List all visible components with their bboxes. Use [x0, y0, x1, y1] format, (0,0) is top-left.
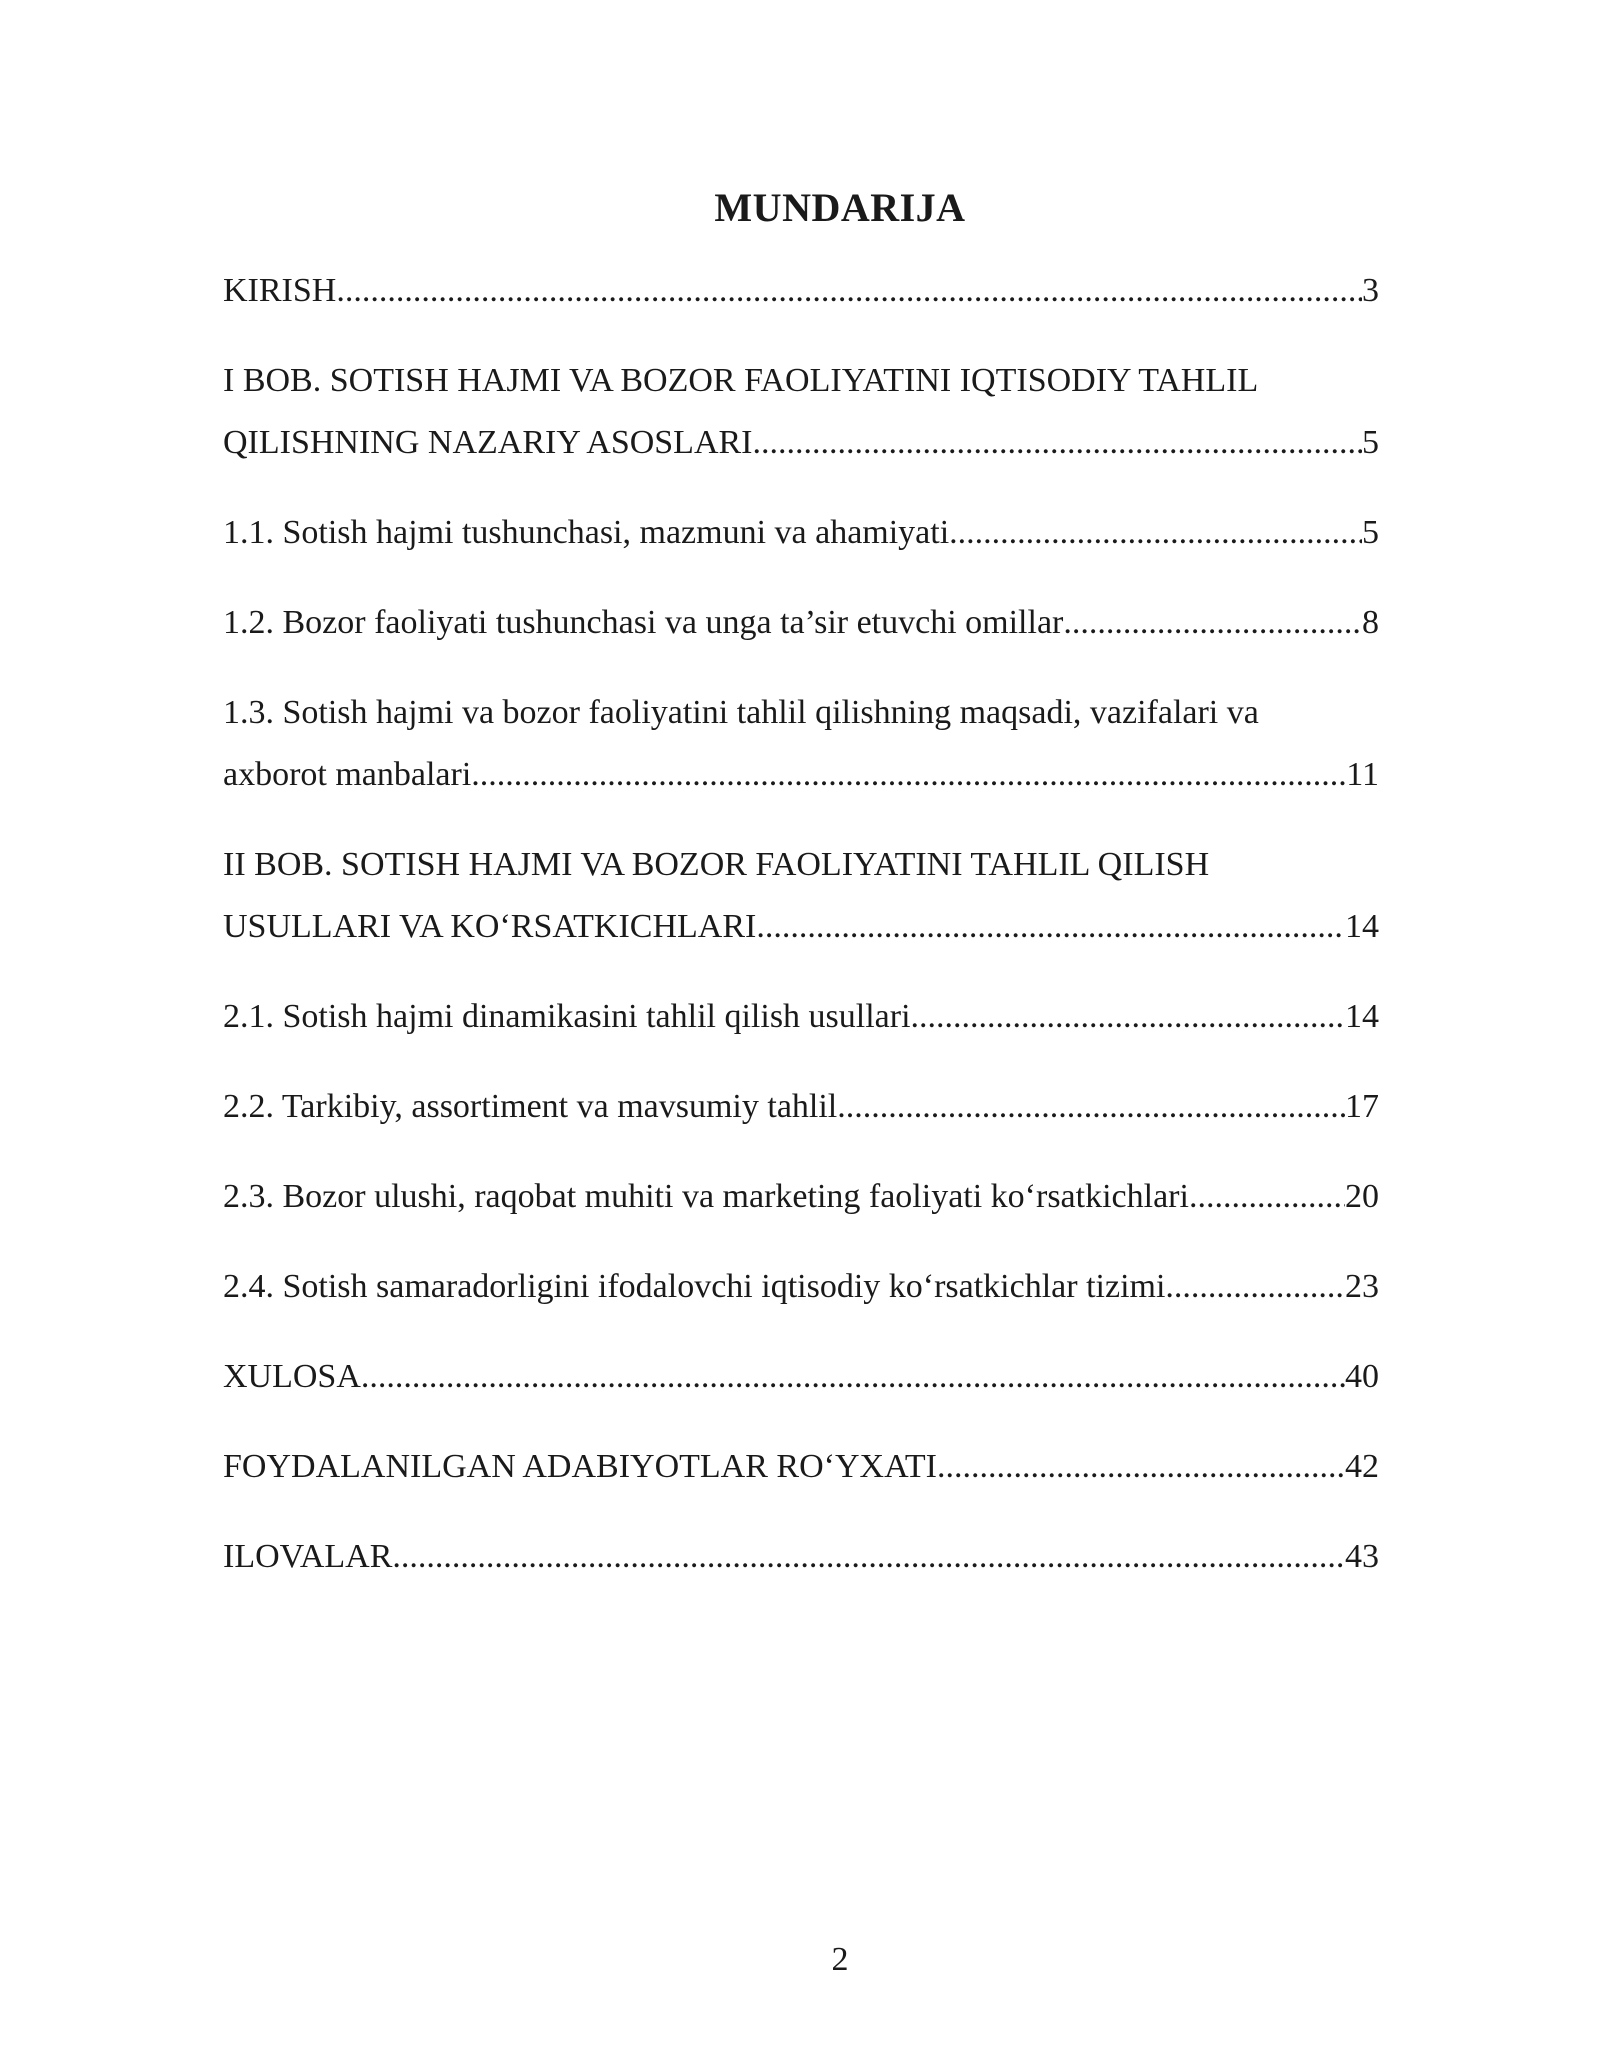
page-title: MUNDARIJA	[714, 185, 966, 230]
dot-leader	[361, 1346, 1345, 1408]
toc-entry-2-4[interactable]	[223, 1256, 1379, 1318]
toc-entry-text: 2.1. Sotish hajmi dinamikasini tahlil qilish usullari	[223, 998, 911, 1035]
dot-leader	[1063, 592, 1362, 654]
toc-page-number: 20	[1345, 1178, 1379, 1215]
toc-entry-text: QILISHNING NAZARIY ASOSLARI	[223, 424, 753, 461]
toc-entry-text: ILOVALAR	[223, 1538, 393, 1575]
toc-page-number: 23	[1345, 1268, 1379, 1305]
toc-page-number: 14	[1345, 908, 1379, 945]
toc-entry-kirish[interactable]	[223, 260, 1379, 322]
toc-entry-2-1[interactable]	[223, 986, 1379, 1048]
toc-entry-1-3[interactable]	[223, 682, 1379, 806]
dot-leader	[392, 1526, 1345, 1588]
dot-leader	[756, 896, 1345, 958]
toc-page-number: 43	[1345, 1538, 1379, 1575]
page-number: 2	[831, 1941, 849, 1978]
toc-entry-chapter-1[interactable]	[223, 350, 1379, 474]
dot-leader	[1165, 1256, 1345, 1318]
toc-entry-2-2[interactable]	[223, 1076, 1379, 1138]
toc-page-number: 40	[1345, 1358, 1379, 1395]
toc-entry-text: 1.2. Bozor faoliyati tushunchasi va unga ta’sir etuvchi omillar	[223, 604, 1064, 641]
dot-leader	[911, 986, 1345, 1048]
dot-leader	[949, 502, 1362, 564]
toc-page-number: 8	[1362, 604, 1379, 641]
dot-leader	[753, 412, 1362, 474]
toc-page-number: 42	[1345, 1448, 1379, 1485]
toc-entry-text: 2.3. Bozor ulushi, raqobat muhiti va marketing faoliyati ko‘rsatkichlari	[223, 1178, 1189, 1215]
dot-leader	[837, 1076, 1345, 1138]
dot-leader	[1189, 1166, 1345, 1228]
toc-entry-text: I BOB. SOTISH HAJMI VA BOZOR FAOLIYATINI IQTISODIY TAHLIL	[223, 362, 1259, 399]
toc-page-number: 14	[1345, 998, 1379, 1035]
toc-entry-text: 2.4. Sotish samaradorligini ifodalovchi iqtisodiy ko‘rsatkichlar tizimi	[223, 1268, 1166, 1305]
toc-entry-text: FOYDALANILGAN ADABIYOTLAR RO‘YXATI	[223, 1448, 937, 1485]
toc-entry-text: axborot manbalari	[223, 756, 472, 793]
toc-entry-xulosa[interactable]	[223, 1346, 1379, 1408]
toc-entry-text: 2.2. Tarkibiy, assortiment va mavsumiy tahlil	[223, 1088, 838, 1125]
toc-entry-text: USULLARI VA KO‘RSATKICHLARI	[223, 908, 757, 945]
toc-entry-2-3[interactable]	[223, 1166, 1379, 1228]
toc-entry-chapter-2[interactable]	[223, 834, 1379, 958]
toc-entry-ilovalar[interactable]	[223, 1526, 1379, 1588]
toc-page-number: 3	[1362, 272, 1379, 309]
toc-page-number: 5	[1362, 514, 1379, 551]
toc-entry-text: XULOSA	[223, 1358, 361, 1395]
toc-entry-text: KIRISH	[223, 272, 337, 309]
toc-entry-1-1[interactable]	[223, 502, 1379, 564]
toc-page-number: 17	[1345, 1088, 1379, 1125]
toc-entry-1-2[interactable]	[223, 592, 1379, 654]
toc-page-number: 11	[1346, 756, 1379, 793]
toc-entry-text: II BOB. SOTISH HAJMI VA BOZOR FAOLIYATINI TAHLIL QILISH	[223, 846, 1210, 883]
dot-leader	[471, 744, 1346, 806]
toc-page-number: 5	[1362, 424, 1379, 461]
toc-entry-text: 1.3. Sotish hajmi va bozor faoliyatini tahlil qilishning maqsadi, vazifalari va	[223, 694, 1259, 731]
dot-leader	[937, 1436, 1345, 1498]
toc-entry-text: 1.1. Sotish hajmi tushunchasi, mazmuni va ahamiyati	[223, 514, 950, 551]
dot-leader	[336, 260, 1362, 322]
toc-entry-adabiyotlar[interactable]	[223, 1436, 1379, 1498]
table-of-contents	[223, 260, 1379, 1616]
